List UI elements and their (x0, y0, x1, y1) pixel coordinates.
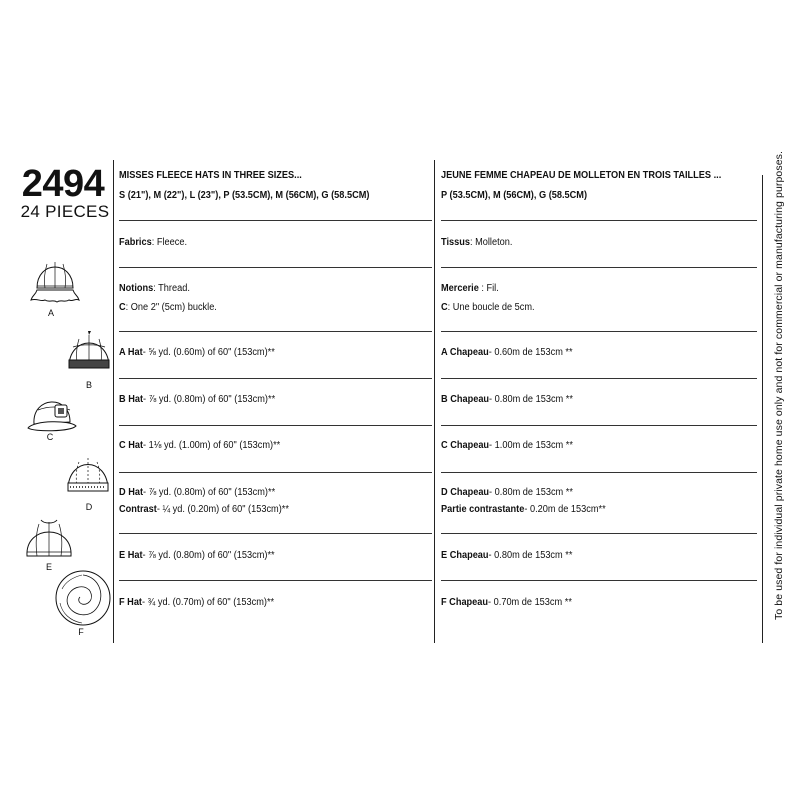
notions-value: : Fil. (478, 283, 499, 294)
french-row-d (441, 487, 573, 499)
notions-c-label: C (119, 302, 126, 313)
row-label: C Hat (119, 440, 144, 451)
rule (441, 472, 757, 473)
rule (119, 378, 432, 379)
row-label: A Chapeau (441, 347, 489, 358)
rule (441, 378, 757, 379)
row-label: C Chapeau (441, 440, 490, 451)
french-row-c (441, 440, 573, 452)
row-label: Partie contrastante (441, 504, 525, 515)
row-value: - 1.00m de 153cm ** (489, 440, 573, 451)
row-label: F Hat (119, 597, 142, 608)
row-label: F Chapeau (441, 597, 489, 608)
rule (441, 220, 757, 221)
fabrics-value: : Fleece. (151, 237, 188, 248)
row-label: E Chapeau (441, 550, 489, 561)
rule (119, 533, 432, 534)
divider-right (762, 175, 763, 643)
row-label: B Chapeau (441, 394, 490, 405)
english-row-c (119, 440, 280, 452)
row-value: - ⅝ yd. (0.60m) of 60" (153cm)** (142, 347, 275, 358)
pattern-number: 2494 (21, 163, 105, 205)
french-row-b (441, 394, 573, 406)
view-label-d: D (85, 502, 93, 512)
rule (441, 331, 757, 332)
fabrics-label: Tissus (441, 237, 470, 248)
notions-label: Mercerie (441, 283, 479, 294)
rule (119, 580, 432, 581)
row-value: - 1⅛ yd. (1.00m) of 60" (153cm)** (143, 440, 281, 451)
divider-middle (434, 160, 435, 643)
french-row-d-contrast (441, 504, 606, 516)
hat-a-illustration (25, 250, 85, 308)
rule (119, 331, 432, 332)
english-notions (119, 283, 190, 295)
english-notions-c (119, 302, 217, 314)
english-title: MISSES FLEECE HATS IN THREE SIZES... (119, 170, 302, 181)
notions-c-value: : One 2" (5cm) buckle. (125, 302, 217, 313)
row-value: - ¾ yd. (0.70m) of 60" (153cm)** (142, 597, 275, 608)
english-row-b (119, 394, 275, 406)
row-value: - ⅞ yd. (0.80m) of 60" (153cm)** (142, 550, 275, 561)
fabrics-label: Fabrics (119, 237, 152, 248)
rule (441, 533, 757, 534)
notions-value: : Thread. (153, 283, 190, 294)
row-value: - 0.20m de 153cm** (524, 504, 606, 515)
notions-c-value: : Une boucle de 5cm. (447, 302, 535, 313)
row-value: - 0.80m de 153cm ** (489, 394, 573, 405)
rule (119, 267, 432, 268)
hat-b-illustration (64, 327, 114, 377)
rule (119, 220, 432, 221)
notions-c-label: C (441, 302, 448, 313)
view-label-e: E (45, 562, 52, 572)
row-label: D Chapeau (441, 487, 490, 498)
row-label: D Hat (119, 487, 144, 498)
rule (441, 580, 757, 581)
french-row-e (441, 550, 572, 562)
row-value: - 0.60m de 153cm ** (488, 347, 573, 358)
view-label-b: B (85, 380, 92, 390)
french-notions (441, 283, 499, 295)
row-label: E Hat (119, 550, 143, 561)
french-row-f (441, 597, 572, 609)
row-value: - 0.80m de 153cm ** (489, 487, 573, 498)
english-row-d-contrast (119, 504, 289, 516)
rule (119, 425, 432, 426)
row-value: - 0.80m de 153cm ** (488, 550, 573, 561)
view-label-f: F (78, 627, 84, 637)
hat-d-illustration (62, 450, 114, 502)
row-value: - ¼ yd. (0.20m) of 60" (153cm)** (156, 504, 289, 515)
french-sizes: P (53.5CM), M (56CM), G (58.5CM) (441, 190, 588, 201)
hat-c-illustration (24, 386, 80, 436)
pieces-count: 24 PIECES (20, 202, 110, 221)
row-value: - 0.70m de 153cm ** (488, 597, 572, 608)
usage-disclaimer: To be used for individual private home use only and not for commercial or manufacturing purposes. (773, 150, 785, 620)
french-row-a (441, 347, 573, 359)
row-value: - ⅞ yd. (0.80m) of 60" (153cm)** (143, 394, 276, 405)
english-row-f (119, 597, 274, 609)
french-fabrics (441, 237, 512, 249)
rule (119, 472, 432, 473)
french-title: JEUNE FEMME CHAPEAU DE MOLLETON EN TROIS TAILLES ... (441, 170, 722, 181)
notions-label: Notions (119, 283, 154, 294)
hat-e-illustration (19, 508, 79, 566)
view-label-a: A (47, 308, 54, 318)
rule (441, 267, 757, 268)
view-label-c: C (46, 432, 54, 442)
row-label: Contrast (119, 504, 157, 515)
french-notions-c (441, 302, 535, 314)
fabrics-value: : Molleton. (469, 237, 513, 248)
rule (441, 425, 757, 426)
row-value: - ⅞ yd. (0.80m) of 60" (153cm)** (143, 487, 276, 498)
english-row-e (119, 550, 275, 562)
row-label: B Hat (119, 394, 144, 405)
english-sizes: S (21"), M (22"), L (23"), P (53.5CM), M (56CM), G (58.5CM) (119, 190, 370, 201)
row-label: A Hat (119, 347, 143, 358)
english-row-d (119, 487, 275, 499)
english-fabrics (119, 237, 187, 249)
english-row-a (119, 347, 275, 359)
hat-f-illustration (52, 567, 114, 629)
